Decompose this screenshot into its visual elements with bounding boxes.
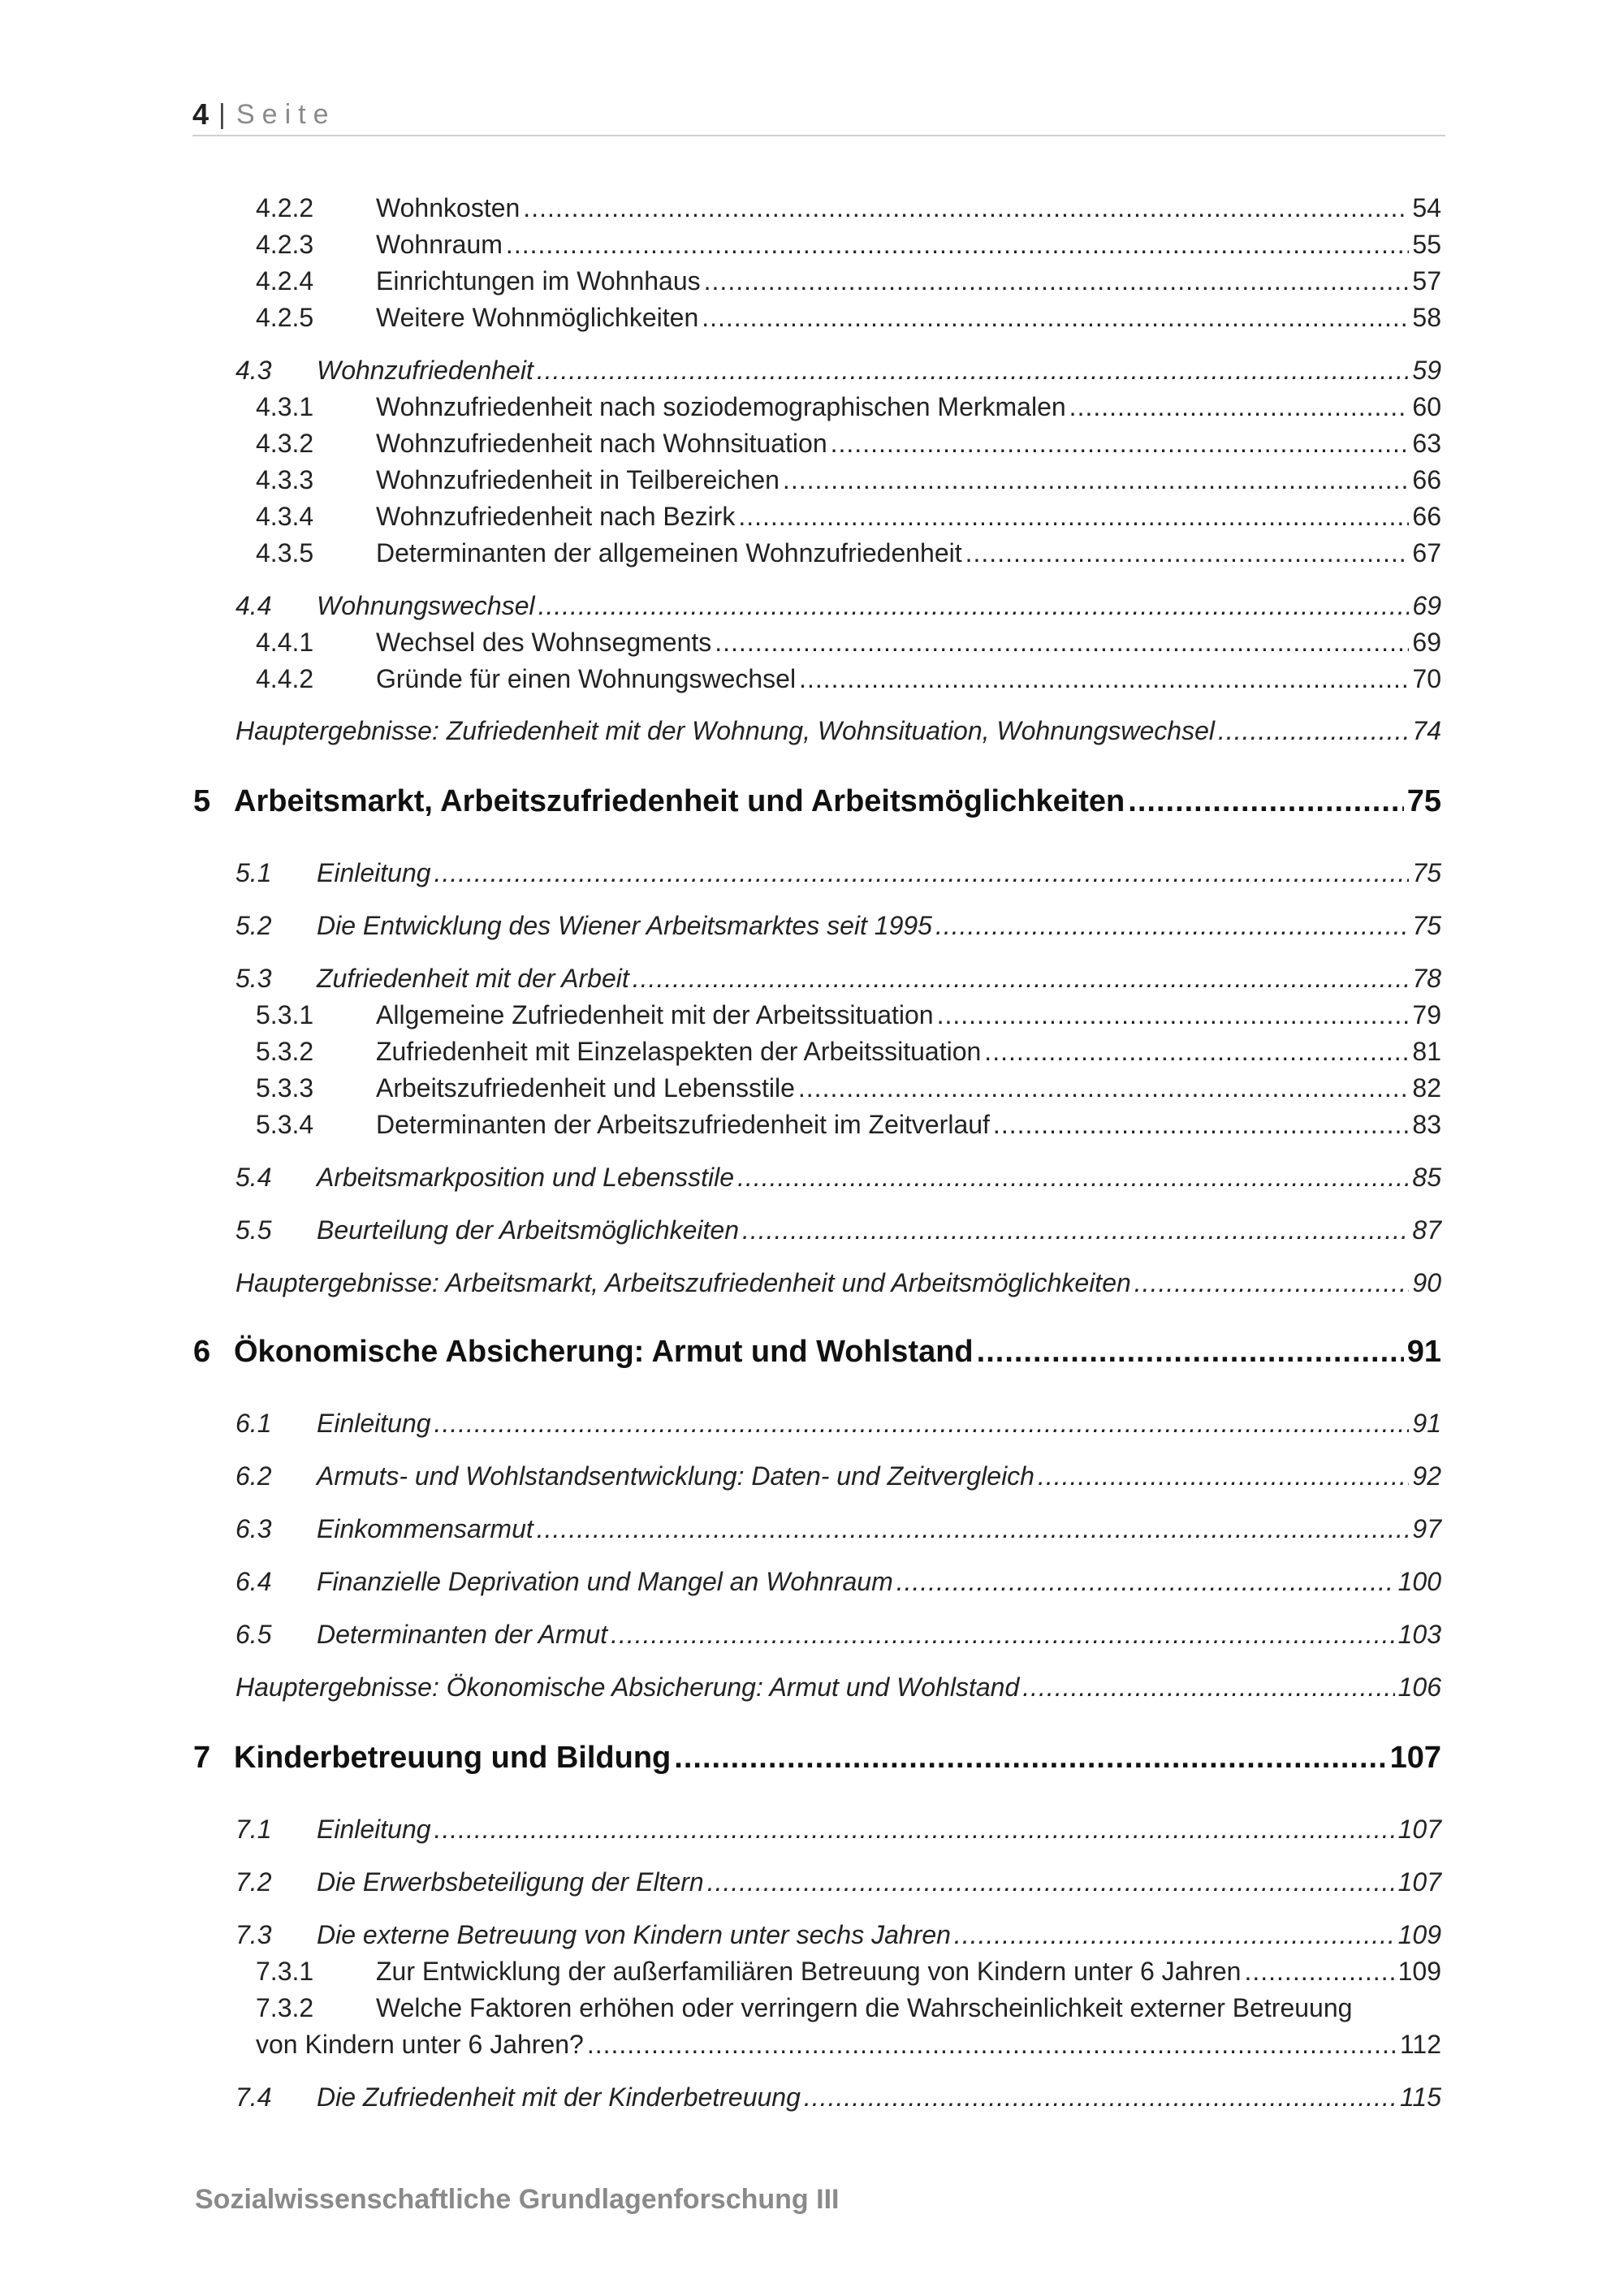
- toc-entry[interactable]: [235, 2082, 1441, 2113]
- toc-number: 4.2.4: [256, 266, 314, 296]
- toc-page: 75: [1412, 911, 1441, 940]
- toc-title: Einkommensarmut: [317, 1514, 533, 1543]
- toc-number: 5.3.4: [256, 1110, 314, 1139]
- toc-title: Wohnzufriedenheit nach Wohnsituation: [376, 429, 827, 458]
- toc-title: Welche Faktoren erhöhen oder verringern die Wahrscheinlichkeit externer Betreuung: [376, 1993, 1353, 2022]
- toc-page: 83: [1412, 1110, 1441, 1139]
- toc-entry[interactable]: [235, 858, 1441, 888]
- toc-title: Wohnungswechsel: [317, 591, 535, 620]
- toc-page: 57: [1412, 266, 1441, 296]
- toc-entry[interactable]: [256, 1110, 1441, 1140]
- toc-page: 107: [1389, 1741, 1441, 1775]
- toc-title-continued: von Kindern unter 6 Jahren?: [256, 2030, 584, 2059]
- toc-number: 7.3.2: [256, 1993, 314, 2022]
- toc-number: 4.2.5: [256, 303, 314, 332]
- toc-page: 58: [1412, 303, 1441, 332]
- toc-title: Einleitung: [317, 858, 431, 887]
- toc-entry[interactable]: [256, 664, 1441, 694]
- toc-entry[interactable]: [256, 1073, 1441, 1103]
- toc-entry[interactable]: [256, 628, 1441, 658]
- toc-title: Die Entwicklung des Wiener Arbeitsmarktes seit 1995: [317, 911, 932, 940]
- toc-title: Wohnzufriedenheit nach Bezirk: [376, 502, 736, 531]
- toc-leader: [523, 193, 1409, 223]
- toc-number: 5.3.3: [256, 1073, 314, 1103]
- toc-entry[interactable]: [256, 1993, 1441, 2060]
- toc-leader: [935, 911, 1409, 941]
- toc-page: 109: [1397, 1957, 1441, 1986]
- toc-title: Determinanten der Armut: [317, 1620, 608, 1649]
- toc-number: 6.4: [235, 1567, 272, 1596]
- toc-title: Finanzielle Deprivation und Mangel an Wohnraum: [317, 1567, 893, 1596]
- toc-entry[interactable]: [256, 502, 1441, 532]
- toc-page: 92: [1412, 1461, 1441, 1491]
- toc-entry-chapter[interactable]: [193, 1335, 1441, 1370]
- toc-page: 91: [1412, 1409, 1441, 1438]
- toc-number: 4.4: [235, 591, 272, 620]
- toc-leader: [799, 664, 1409, 694]
- toc-leader: [537, 1514, 1410, 1544]
- toc-page: 59: [1412, 356, 1441, 385]
- toc-title: Zur Entwicklung der außerfamiliären Betreuung von Kindern unter 6 Jahren: [376, 1957, 1242, 1986]
- toc-number: 4.3.2: [256, 429, 314, 458]
- toc-entry[interactable]: [256, 230, 1441, 260]
- toc-number: 7: [193, 1741, 211, 1775]
- toc-number: 4.4.1: [256, 628, 314, 657]
- toc-page: 69: [1412, 591, 1441, 620]
- toc-page: 66: [1412, 502, 1441, 531]
- toc-page: 69: [1412, 628, 1441, 657]
- toc-number: 5.3.2: [256, 1037, 314, 1066]
- toc-leader: [804, 2082, 1397, 2113]
- toc-number: 4.2.2: [256, 193, 314, 222]
- toc-number: 5.1: [235, 858, 272, 887]
- toc-entry[interactable]: [256, 266, 1441, 296]
- toc-number: 4.3: [235, 356, 272, 385]
- toc-number: 7.1: [235, 1815, 272, 1844]
- toc-entry[interactable]: [235, 1461, 1441, 1491]
- toc-entry-summary[interactable]: [235, 1268, 1441, 1298]
- toc-leader: [937, 1000, 1410, 1030]
- toc-title: Wohnzufriedenheit in Teilbereichen: [376, 465, 780, 494]
- toc-number: 7.3.1: [256, 1957, 314, 1986]
- toc-page: 55: [1412, 230, 1441, 259]
- toc-leader: [738, 502, 1409, 532]
- toc-page: 103: [1397, 1620, 1441, 1649]
- toc-entry[interactable]: [235, 1620, 1441, 1650]
- toc-title: Die Erwerbsbeteiligung der Eltern: [317, 1867, 704, 1897]
- toc-page: 107: [1397, 1815, 1441, 1844]
- toc-page: 85: [1412, 1163, 1441, 1192]
- toc-entry-chapter[interactable]: [193, 1741, 1441, 1776]
- toc-title: Wohnzufriedenheit: [317, 356, 533, 385]
- toc-number: 4.3.4: [256, 502, 314, 531]
- toc-number: 6.5: [235, 1620, 272, 1649]
- toc-leader: [506, 230, 1409, 260]
- toc-title: Hauptergebnisse: Ökonomische Absicherung: Armut und Wohlstand: [235, 1672, 1020, 1702]
- toc-title: Armuts- und Wohlstandsentwicklung: Daten- und Zeitvergleich: [317, 1461, 1034, 1491]
- toc-title: Wechsel des Wohnsegments: [376, 628, 712, 657]
- toc-title: Kinderbetreuung und Bildung: [234, 1741, 672, 1775]
- page-label: Seite: [236, 99, 336, 130]
- toc-title: Determinanten der Arbeitszufriedenheit im Zeitverlauf: [376, 1110, 990, 1139]
- toc-leader: [977, 1335, 1404, 1370]
- toc-entry[interactable]: [256, 538, 1441, 568]
- toc-number: 4.3.1: [256, 392, 314, 421]
- toc-title: Gründe für einen Wohnungswechsel: [376, 664, 797, 693]
- toc-leader: [1244, 1957, 1394, 1987]
- toc-leader: [1022, 1672, 1394, 1703]
- toc-number: 7.4: [235, 2082, 272, 2112]
- toc-number: 6.3: [235, 1514, 272, 1543]
- toc-leader: [742, 1215, 1409, 1245]
- toc-leader: [587, 2030, 1397, 2060]
- toc-number: 4.4.2: [256, 664, 314, 693]
- toc-entry-summary[interactable]: [235, 1672, 1441, 1703]
- toc-page: 91: [1406, 1335, 1441, 1369]
- toc-page: 109: [1397, 1920, 1441, 1949]
- toc-entry[interactable]: [235, 1567, 1441, 1597]
- toc-title: Zufriedenheit mit der Arbeit: [317, 964, 629, 993]
- toc-title: Einleitung: [317, 1409, 431, 1438]
- toc-page: 82: [1412, 1073, 1441, 1103]
- toc-number: 7.3: [235, 1920, 272, 1949]
- toc-number: 5.4: [235, 1163, 272, 1192]
- toc-page: 54: [1412, 193, 1441, 222]
- toc-number: 5.2: [235, 911, 272, 940]
- toc-entry[interactable]: [256, 1000, 1441, 1030]
- toc-page: 66: [1412, 465, 1441, 494]
- toc-title: Wohnraum: [376, 230, 503, 259]
- toc-entry[interactable]: [256, 193, 1441, 223]
- toc-page: 106: [1397, 1672, 1441, 1702]
- toc-leader: [434, 858, 1410, 888]
- toc-title: Ökonomische Absicherung: Armut und Wohlstand: [234, 1335, 974, 1369]
- toc-title: Zufriedenheit mit Einzelaspekten der Arbeitssituation: [376, 1037, 982, 1066]
- toc-entry[interactable]: [256, 1957, 1441, 1987]
- toc-title: Die Zufriedenheit mit der Kinderbetreuung: [317, 2082, 801, 2112]
- toc-leader: [702, 303, 1409, 333]
- toc-page: 87: [1412, 1215, 1441, 1245]
- toc-page: 90: [1412, 1268, 1441, 1297]
- toc-leader: [965, 538, 1410, 568]
- toc-title: Arbeitsmarkt, Arbeitszufriedenheit und Arbeitsmöglichkeiten: [234, 784, 1125, 818]
- toc-title: Wohnzufriedenheit nach soziodemographischen Merkmalen: [376, 392, 1066, 421]
- toc-entry-summary[interactable]: [235, 716, 1441, 746]
- toc-leader: [1069, 392, 1410, 422]
- toc-page: 63: [1412, 429, 1441, 458]
- toc-leader: [984, 1037, 1409, 1067]
- toc-page: 107: [1397, 1867, 1441, 1897]
- toc-leader: [798, 1073, 1410, 1103]
- toc-entry[interactable]: [235, 356, 1441, 386]
- toc-entry[interactable]: [235, 1867, 1441, 1897]
- toc-entry[interactable]: [235, 964, 1441, 994]
- toc-number: 4.2.3: [256, 230, 314, 259]
- toc-number: 6.1: [235, 1409, 272, 1438]
- toc-number: 5: [193, 784, 211, 818]
- toc-page: 115: [1399, 2082, 1441, 2112]
- toc-page: 112: [1399, 2030, 1441, 2059]
- toc-leader: [954, 1920, 1395, 1950]
- toc-title: Arbeitszufriedenheit und Lebensstile: [376, 1073, 795, 1103]
- toc-entry[interactable]: [235, 591, 1441, 621]
- toc-page: 74: [1412, 716, 1441, 745]
- toc-number: 6.2: [235, 1461, 272, 1491]
- toc-leader: [896, 1567, 1395, 1597]
- toc-entry[interactable]: [256, 465, 1441, 495]
- toc-entry[interactable]: [256, 1037, 1441, 1067]
- toc-leader: [993, 1110, 1409, 1140]
- toc-title: Hauptergebnisse: Arbeitsmarkt, Arbeitszufriedenheit und Arbeitsmöglichkeiten: [235, 1268, 1131, 1297]
- toc-leader: [538, 591, 1410, 621]
- toc-leader: [1218, 716, 1409, 746]
- toc-title: Arbeitsmarkposition und Lebensstile: [317, 1163, 735, 1192]
- toc-leader: [783, 465, 1409, 495]
- toc-page: 100: [1397, 1567, 1441, 1596]
- toc-page: 67: [1412, 538, 1441, 568]
- page-footer: Sozialwissenschaftliche Grundlagenforschung III: [195, 2184, 840, 2215]
- toc-page: 60: [1412, 392, 1441, 421]
- toc-entry-chapter[interactable]: [193, 784, 1441, 819]
- toc-page: 75: [1406, 784, 1441, 818]
- toc-leader: [537, 356, 1410, 386]
- toc-entry[interactable]: [235, 911, 1441, 941]
- toc-leader: [737, 1163, 1409, 1193]
- toc-leader: [1134, 1268, 1410, 1298]
- toc-number: 5.3: [235, 964, 272, 993]
- toc-number: 5.5: [235, 1215, 272, 1245]
- toc-leader: [704, 266, 1410, 296]
- toc-title: Beurteilung der Arbeitsmöglichkeiten: [317, 1215, 739, 1245]
- toc-title: Determinanten der allgemeinen Wohnzufriedenheit: [376, 538, 962, 568]
- toc-title: Einrichtungen im Wohnhaus: [376, 266, 701, 296]
- toc-leader: [715, 628, 1409, 658]
- toc-leader: [434, 1815, 1395, 1845]
- toc-leader: [1128, 784, 1403, 819]
- toc-page: 97: [1412, 1514, 1441, 1543]
- toc-leader: [831, 429, 1410, 459]
- toc-title: Die externe Betreuung von Kindern unter sechs Jahren: [317, 1920, 951, 1949]
- toc-title: Einleitung: [317, 1815, 431, 1844]
- toc-entry[interactable]: [235, 1514, 1441, 1544]
- toc-number: 5.3.1: [256, 1000, 314, 1029]
- toc-leader: [611, 1620, 1395, 1650]
- toc-number: 4.3.5: [256, 538, 314, 568]
- toc-number: 6: [193, 1335, 211, 1369]
- toc-title: Wohnkosten: [376, 193, 520, 222]
- toc-entry[interactable]: [235, 1815, 1441, 1845]
- toc-leader: [674, 1741, 1386, 1776]
- toc-page: 79: [1412, 1000, 1441, 1029]
- toc-leader: [434, 1409, 1410, 1439]
- toc-title: Hauptergebnisse: Zufriedenheit mit der Wohnung, Wohnsituation, Wohnungswechsel: [235, 716, 1215, 745]
- page-number: 4: [192, 97, 209, 131]
- toc-entry[interactable]: [256, 392, 1441, 422]
- toc-leader: [1038, 1461, 1409, 1491]
- toc-number: 7.2: [235, 1867, 272, 1897]
- toc-entry[interactable]: [256, 429, 1441, 459]
- page-separator: |: [218, 99, 226, 130]
- toc-entry[interactable]: [235, 1215, 1441, 1245]
- toc-page: 78: [1412, 964, 1441, 993]
- toc-page: 75: [1412, 858, 1441, 887]
- toc-page: 70: [1412, 664, 1441, 693]
- toc-entry[interactable]: [235, 1163, 1441, 1193]
- toc-title: Weitere Wohnmöglichkeiten: [376, 303, 699, 332]
- toc-title: Allgemeine Zufriedenheit mit der Arbeitssituation: [376, 1000, 934, 1029]
- toc-number: 4.3.3: [256, 465, 314, 494]
- toc-entry[interactable]: [256, 303, 1441, 333]
- toc-entry[interactable]: [235, 1409, 1441, 1439]
- toc-page: 81: [1412, 1037, 1441, 1066]
- toc-entry[interactable]: [235, 1920, 1441, 1950]
- toc-leader: [707, 1867, 1395, 1897]
- toc-leader: [633, 964, 1410, 994]
